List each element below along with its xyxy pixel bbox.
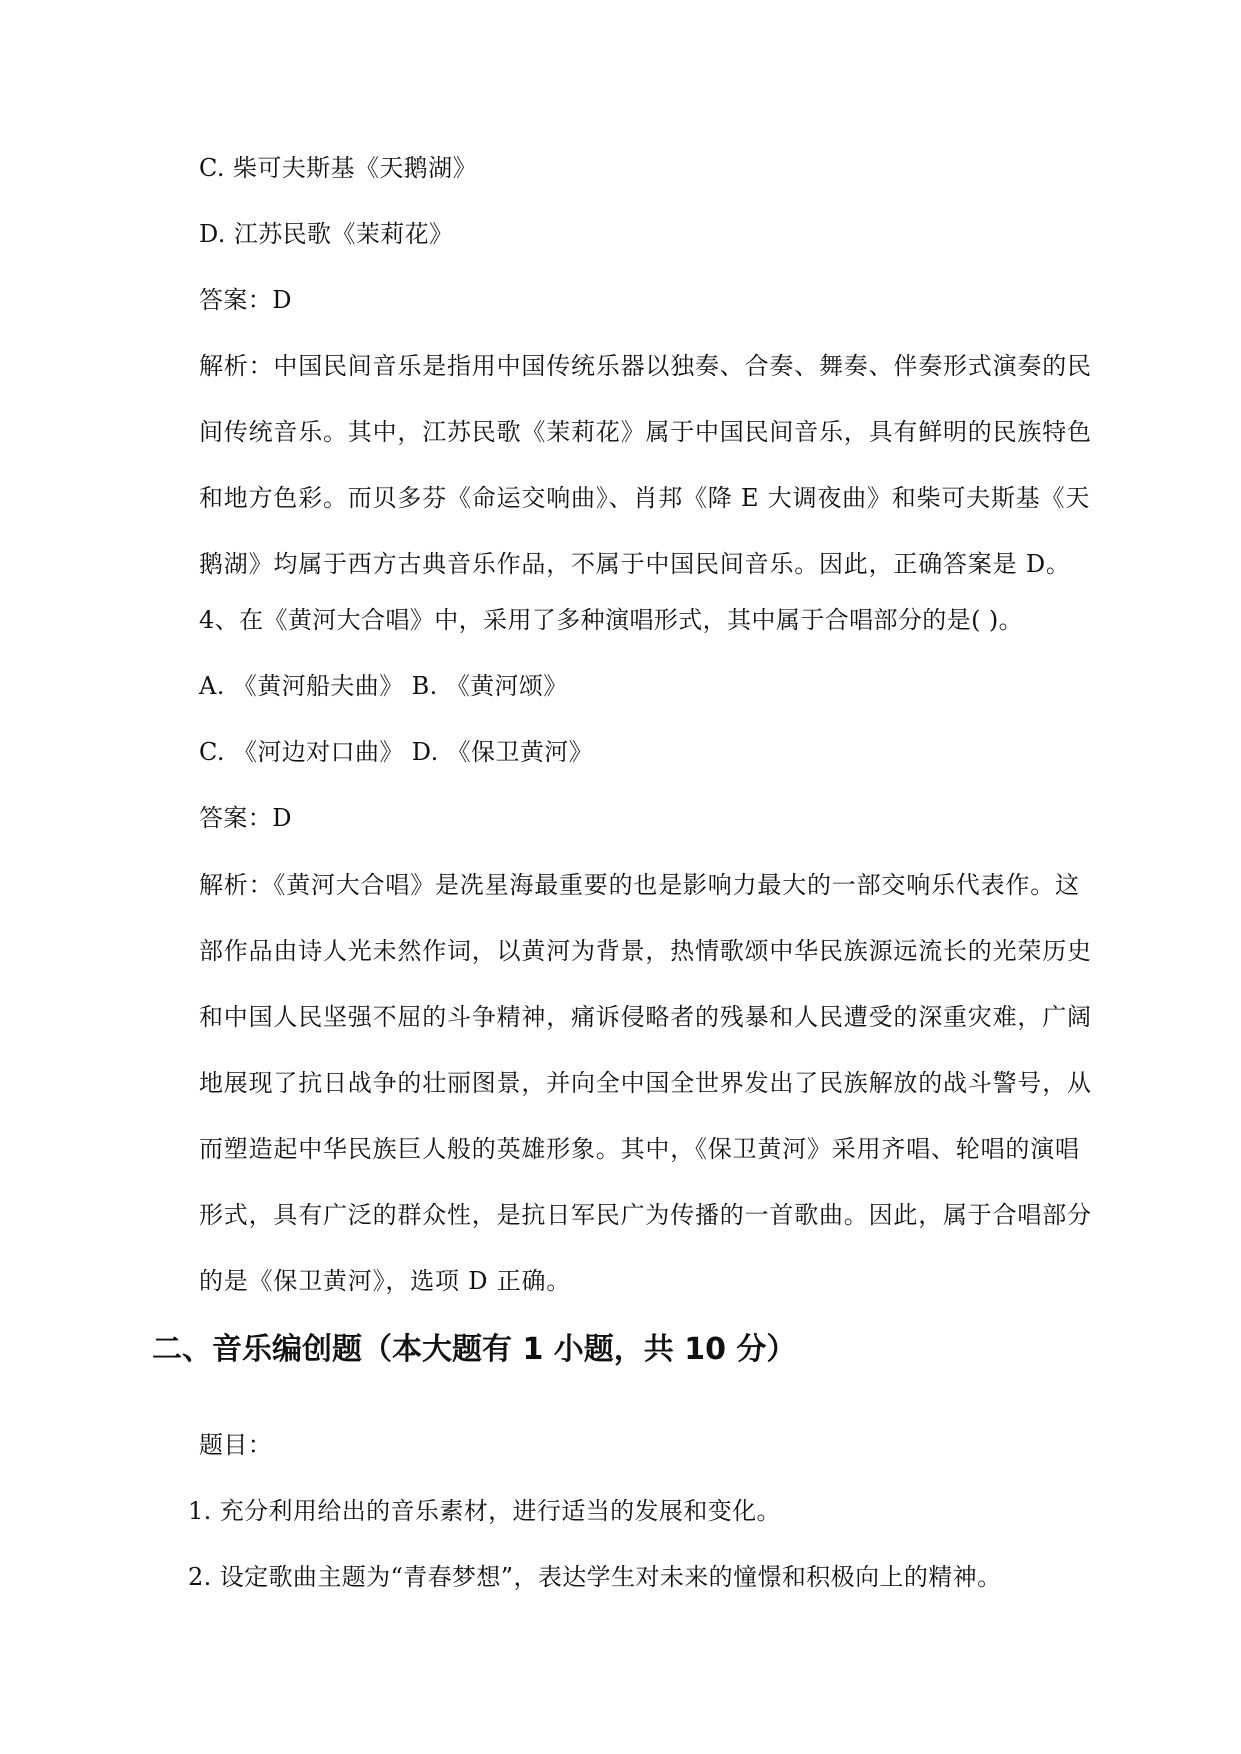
q3-option-c: C. 柴可夫斯基《天鹅湖》 <box>199 154 477 182</box>
q4-answer: 答案：D <box>199 804 292 832</box>
section-2-item-1: 1. 充分利用给出的音乐素材，进行适当的发展和变化。 <box>188 1497 781 1525</box>
q4-explanation: 解析：《黄河大合唱》是冼星海最重要的也是影响力最大的一部交响乐代表作。这部作品由诗人光未然作词，以黄河为背景，热情歌颂中华民族源远流长的光荣历史和中国人民坚强不屈的斗争精神，痛诉侵略者的残暴和人民遭受的深重灾难，广阔地展现了抗日战争的壮丽图景，并向全中国全世界发出了民族解放的战斗警号，从而塑造起中华民族巨人般的英雄形象。其中，《保卫黄河》采用齐唱、轮唱的演唱形式，具有广泛的群众性，是抗日军民广为传播的一首歌曲。因此，属于合唱部分的是《保卫黄河》，选项 D 正确。 <box>199 871 1092 1295</box>
section-2-prompt-label: 题目： <box>199 1431 273 1459</box>
q4-options-ab: A. 《黄河船夫曲》 B. 《黄河颂》 <box>199 672 568 700</box>
section-2-title: 二、音乐编创题（本大题有 1 小题，共 10 分） <box>152 1332 797 1367</box>
q3-option-d: D. 江苏民歌《茉莉花》 <box>199 220 454 248</box>
section-2-item-2: 2. 设定歌曲主题为“青春梦想”，表达学生对未来的憧憬和积极向上的精神。 <box>188 1563 1002 1591</box>
q3-explanation: 解析：中国民间音乐是指用中国传统乐器以独奏、合奏、舞奏、伴奏形式演奏的民间传统音乐。其中，江苏民歌《茉莉花》属于中国民间音乐，具有鲜明的民族特色和地方色彩。而贝多芬《命运交响曲》、肖邦《降 E 大调夜曲》和柴可夫斯基《天鹅湖》均属于西方古典音乐作品，不属于中国民间音乐。因此，正确答案是 D。 <box>199 352 1092 578</box>
q4-options-cd: C. 《河边对口曲》 D. 《保卫黄河》 <box>199 738 594 766</box>
q4-question: 4、在《黄河大合唱》中，采用了多种演唱形式，其中属于合唱部分的是( )。 <box>199 606 1024 634</box>
q3-answer: 答案：D <box>199 286 292 314</box>
